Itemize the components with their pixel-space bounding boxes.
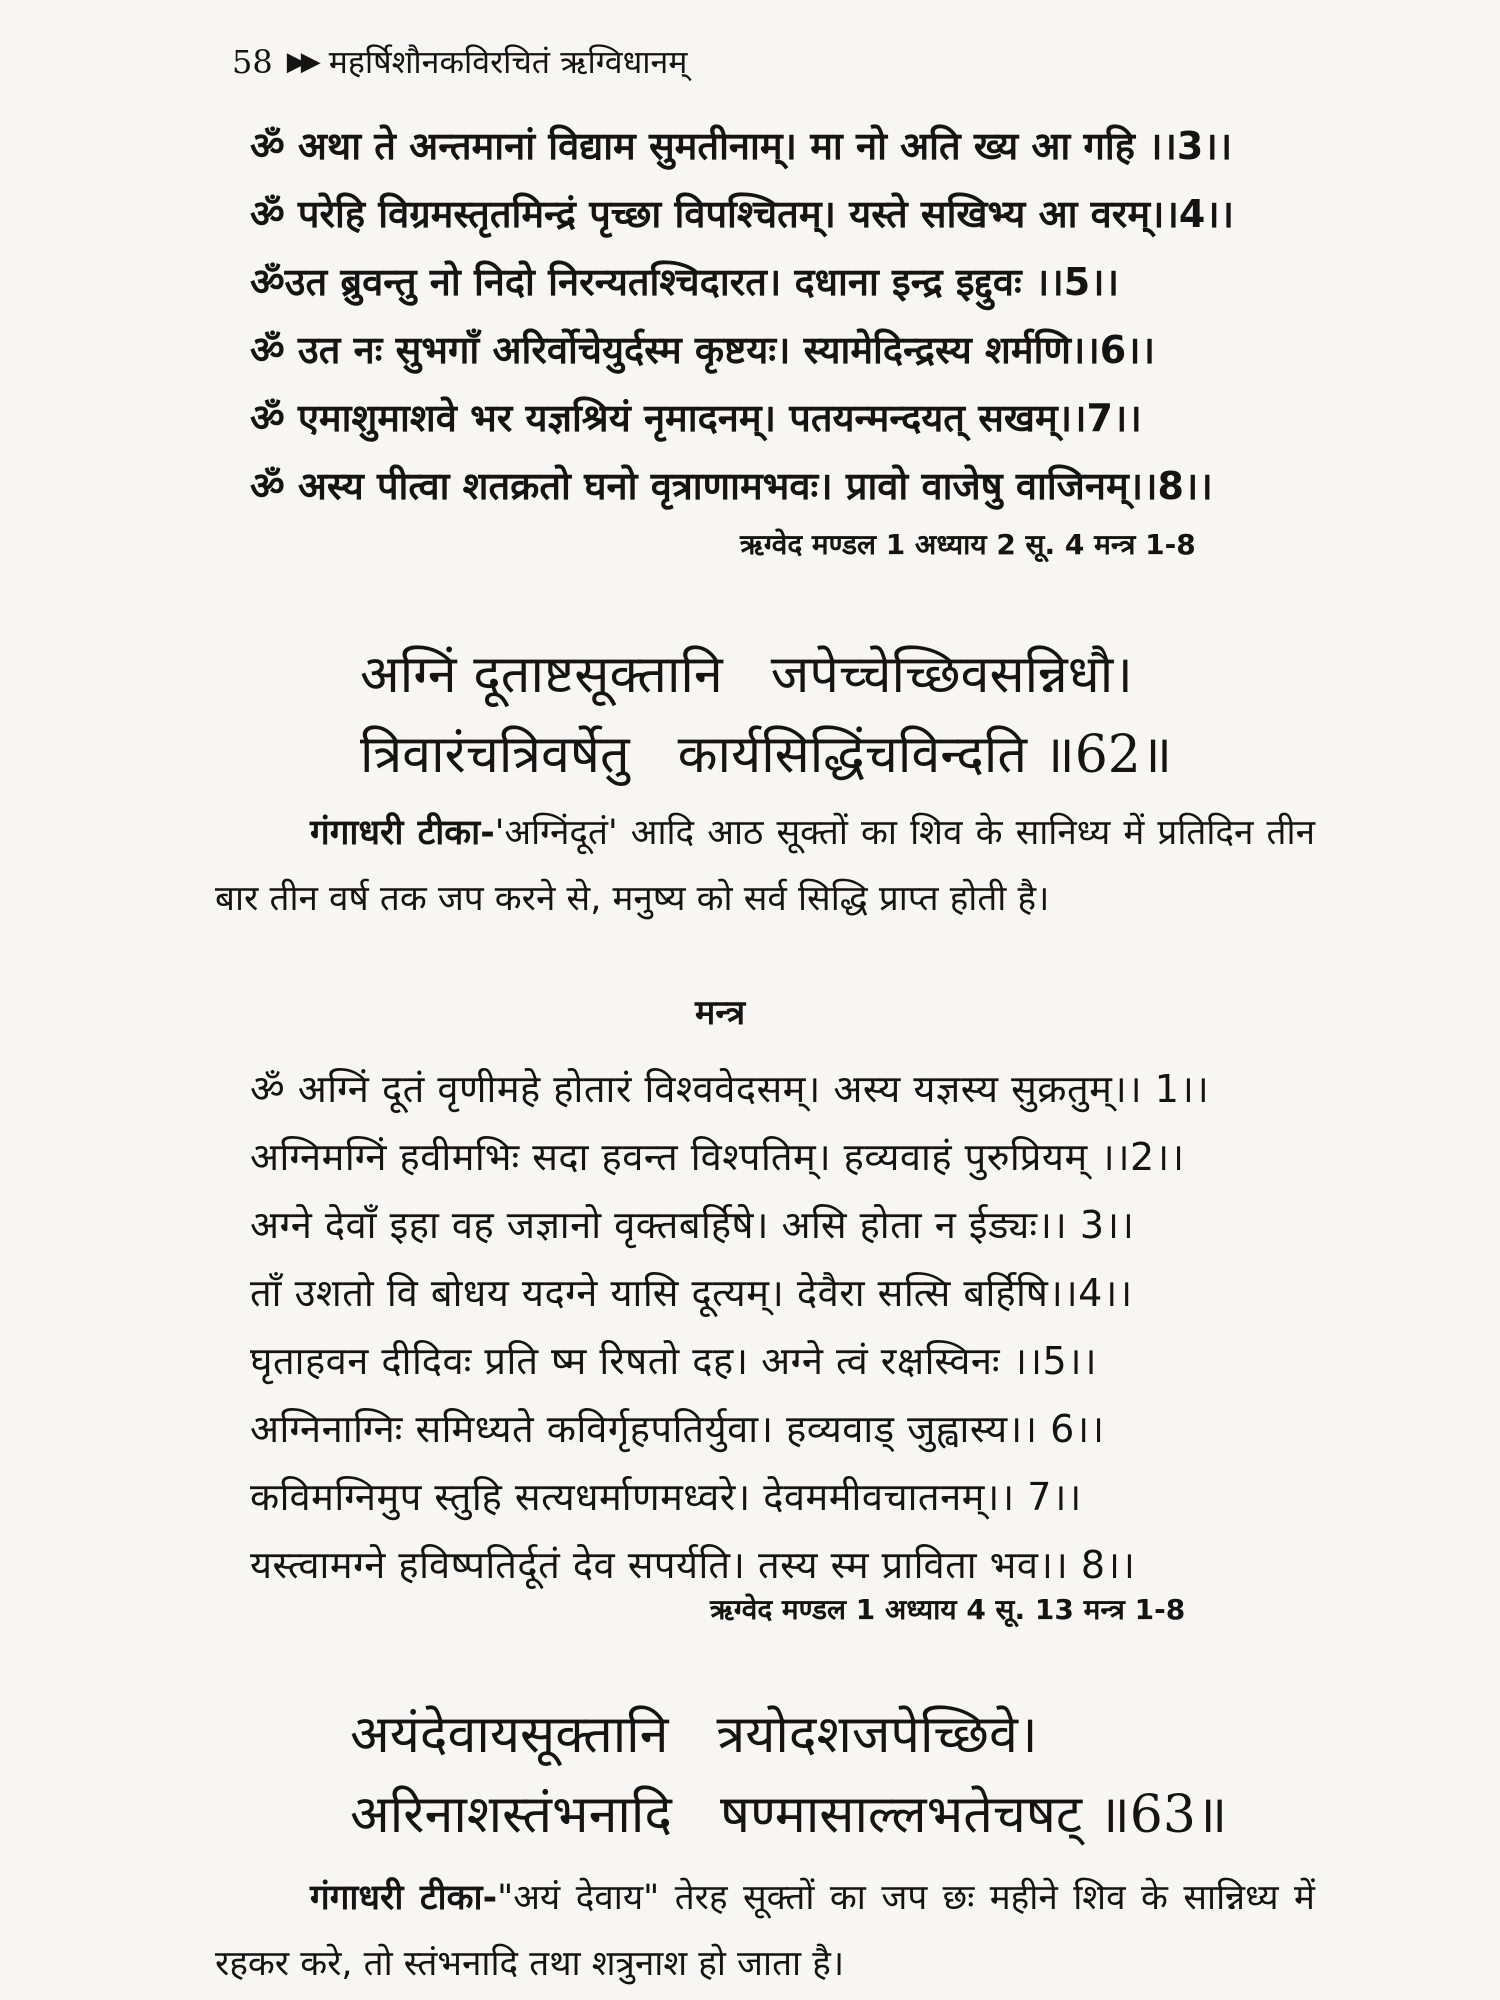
reference-1: ऋग्वेद मण्डल 1 अध्याय 2 सू. 4 मन्त्र 1-8 (740, 528, 1196, 561)
shloka-62-line-2 (360, 715, 1172, 795)
shloka-63-line-1 (350, 1695, 1038, 1775)
shloka-63-line-2-part-b: षण्मासाल्लभतेचषट् ॥63॥ (719, 1785, 1228, 1845)
reference-2: ऋग्वेद मण्डल 1 अध्याय 4 सू. 13 मन्त्र 1-8 (710, 1593, 1186, 1626)
commentary-text: 'अग्निंदूतं' आदि आठ सूक्तों का शिव के सानिध्य में प्रतिदिन तीन बार तीन वर्ष तक जप करने से, मनुष्य को सर्व सिद्धि प्राप्त होती है। (215, 813, 1315, 919)
verse-line: ॐ अस्य पीत्वा शतक्रतो घनो वृत्राणामभवः। प्रावो वाजेषु वाजिनम्।।8।। (250, 464, 1213, 508)
commentary-text: "अयं देवाय" तेरह सूक्तों का जप छः महीने शिव के सान्निध्य में रहकर करे, तो स्तंभनादि तथा शत्रुनाश हो जाता है। (215, 1878, 1315, 1984)
shloka-63-line-1-part-a: अयंदेवायसूक्तानि (350, 1705, 669, 1765)
verse-line: ॐ परेहि विग्रमस्तृतमिन्द्रं पृच्छा विपश्चितम्। यस्ते सखिभ्य आ वरम्।।4।। (250, 192, 1235, 236)
verse-line: यस्त्वामग्ने हविष्पतिर्दूतं देव सपर्यति। तस्य स्म प्राविता भव।। 8।। (250, 1543, 1136, 1587)
verse-line: ॐउत ब्रुवन्तु नो निदो निरन्यतश्चिदारत। दधाना इन्द्र इद्दुवः ।।5।। (250, 260, 1119, 304)
verse-block-2 (250, 1055, 1330, 1599)
shloka-62-line-1-part-b: जपेच्चेच्छिवसन्निधौ। (770, 645, 1133, 705)
verse-line: घृताहवन दीदिवः प्रति ष्म रिषतो दह। अग्ने त्वं रक्षस्विनः ।।5।। (250, 1339, 1097, 1383)
verse-line: अग्ने देवाँ इहा वह जज्ञानो वृक्तबर्हिषे। असि होता न ईड्यः।। 3।। (250, 1203, 1135, 1247)
shloka-63-line-2 (350, 1775, 1227, 1855)
shloka-62-line-2-part-b: कार्यसिद्धिंचविन्दति ॥62॥ (677, 725, 1173, 785)
shloka-63-line-1-part-b: त्रयोदशजपेच्छिवे। (716, 1705, 1038, 1765)
verse-line: ॐ अग्निं दूतं वृणीमहे होतारं विश्ववेदसम्। अस्य यज्ञस्य सुक्रतुम्।। 1।। (250, 1067, 1210, 1111)
arrows-icon: ▶▶ (286, 46, 315, 77)
page-number: 58 (232, 42, 273, 81)
mantra-heading: मन्त्र (695, 993, 746, 1033)
shloka-62-line-1 (360, 635, 1133, 715)
verse-line: ॐ अथा ते अन्तमानां विद्याम सुमतीनाम्। मा नो अति ख्य आ गहि ।।3।। (250, 124, 1233, 168)
shloka-63-line-2-part-a: अरिनाशस्तंभनादि (350, 1785, 672, 1845)
verse-block-1 (250, 112, 1330, 520)
commentary-63 (215, 1865, 1315, 1997)
commentary-62 (215, 800, 1315, 932)
verse-line: अग्निमग्निं हवीमभिः सदा हवन्त विश्पतिम्। हव्यवाहं पुरुप्रियम् ।।2।। (250, 1135, 1185, 1179)
verse-line: अग्निनाग्निः समिध्यते कविर्गृहपतिर्युवा। हव्यवाड् जुह्वास्य।। 6।। (250, 1407, 1105, 1451)
shloka-62-line-1-part-a: अग्निं दूताष्टसूक्तानि (360, 645, 723, 705)
book-title: महर्षिशौनकविरचितं ऋग्विधानम् (328, 43, 688, 81)
shloka-62-line-2-part-a: त्रिवारंचत्रिवर्षेतु (360, 725, 630, 785)
commentary-label: गंगाधरी टीका- (310, 1878, 498, 1918)
page-header (232, 40, 687, 83)
verse-line: ॐ एमाशुमाशवे भर यज्ञश्रियं नृमादनम्। पतयन्मन्दयत् सखम्।।7।। (250, 396, 1142, 440)
verse-line: ॐ उत नः सुभगाँ अरिर्वोचेयुर्दस्म कृष्टयः। स्यामेदिन्द्रस्य शर्मणि।।6।। (250, 328, 1155, 372)
verse-line: कविमग्निमुप स्तुहि सत्यधर्माणमध्वरे। देवममीवचातनम्।। 7।। (250, 1475, 1082, 1519)
commentary-label: गंगाधरी टीका- (310, 813, 495, 853)
verse-line: ताँ उशतो वि बोधय यदग्ने यासि दूत्यम्। देवैरा सत्सि बर्हिषि।।4।। (250, 1271, 1133, 1315)
